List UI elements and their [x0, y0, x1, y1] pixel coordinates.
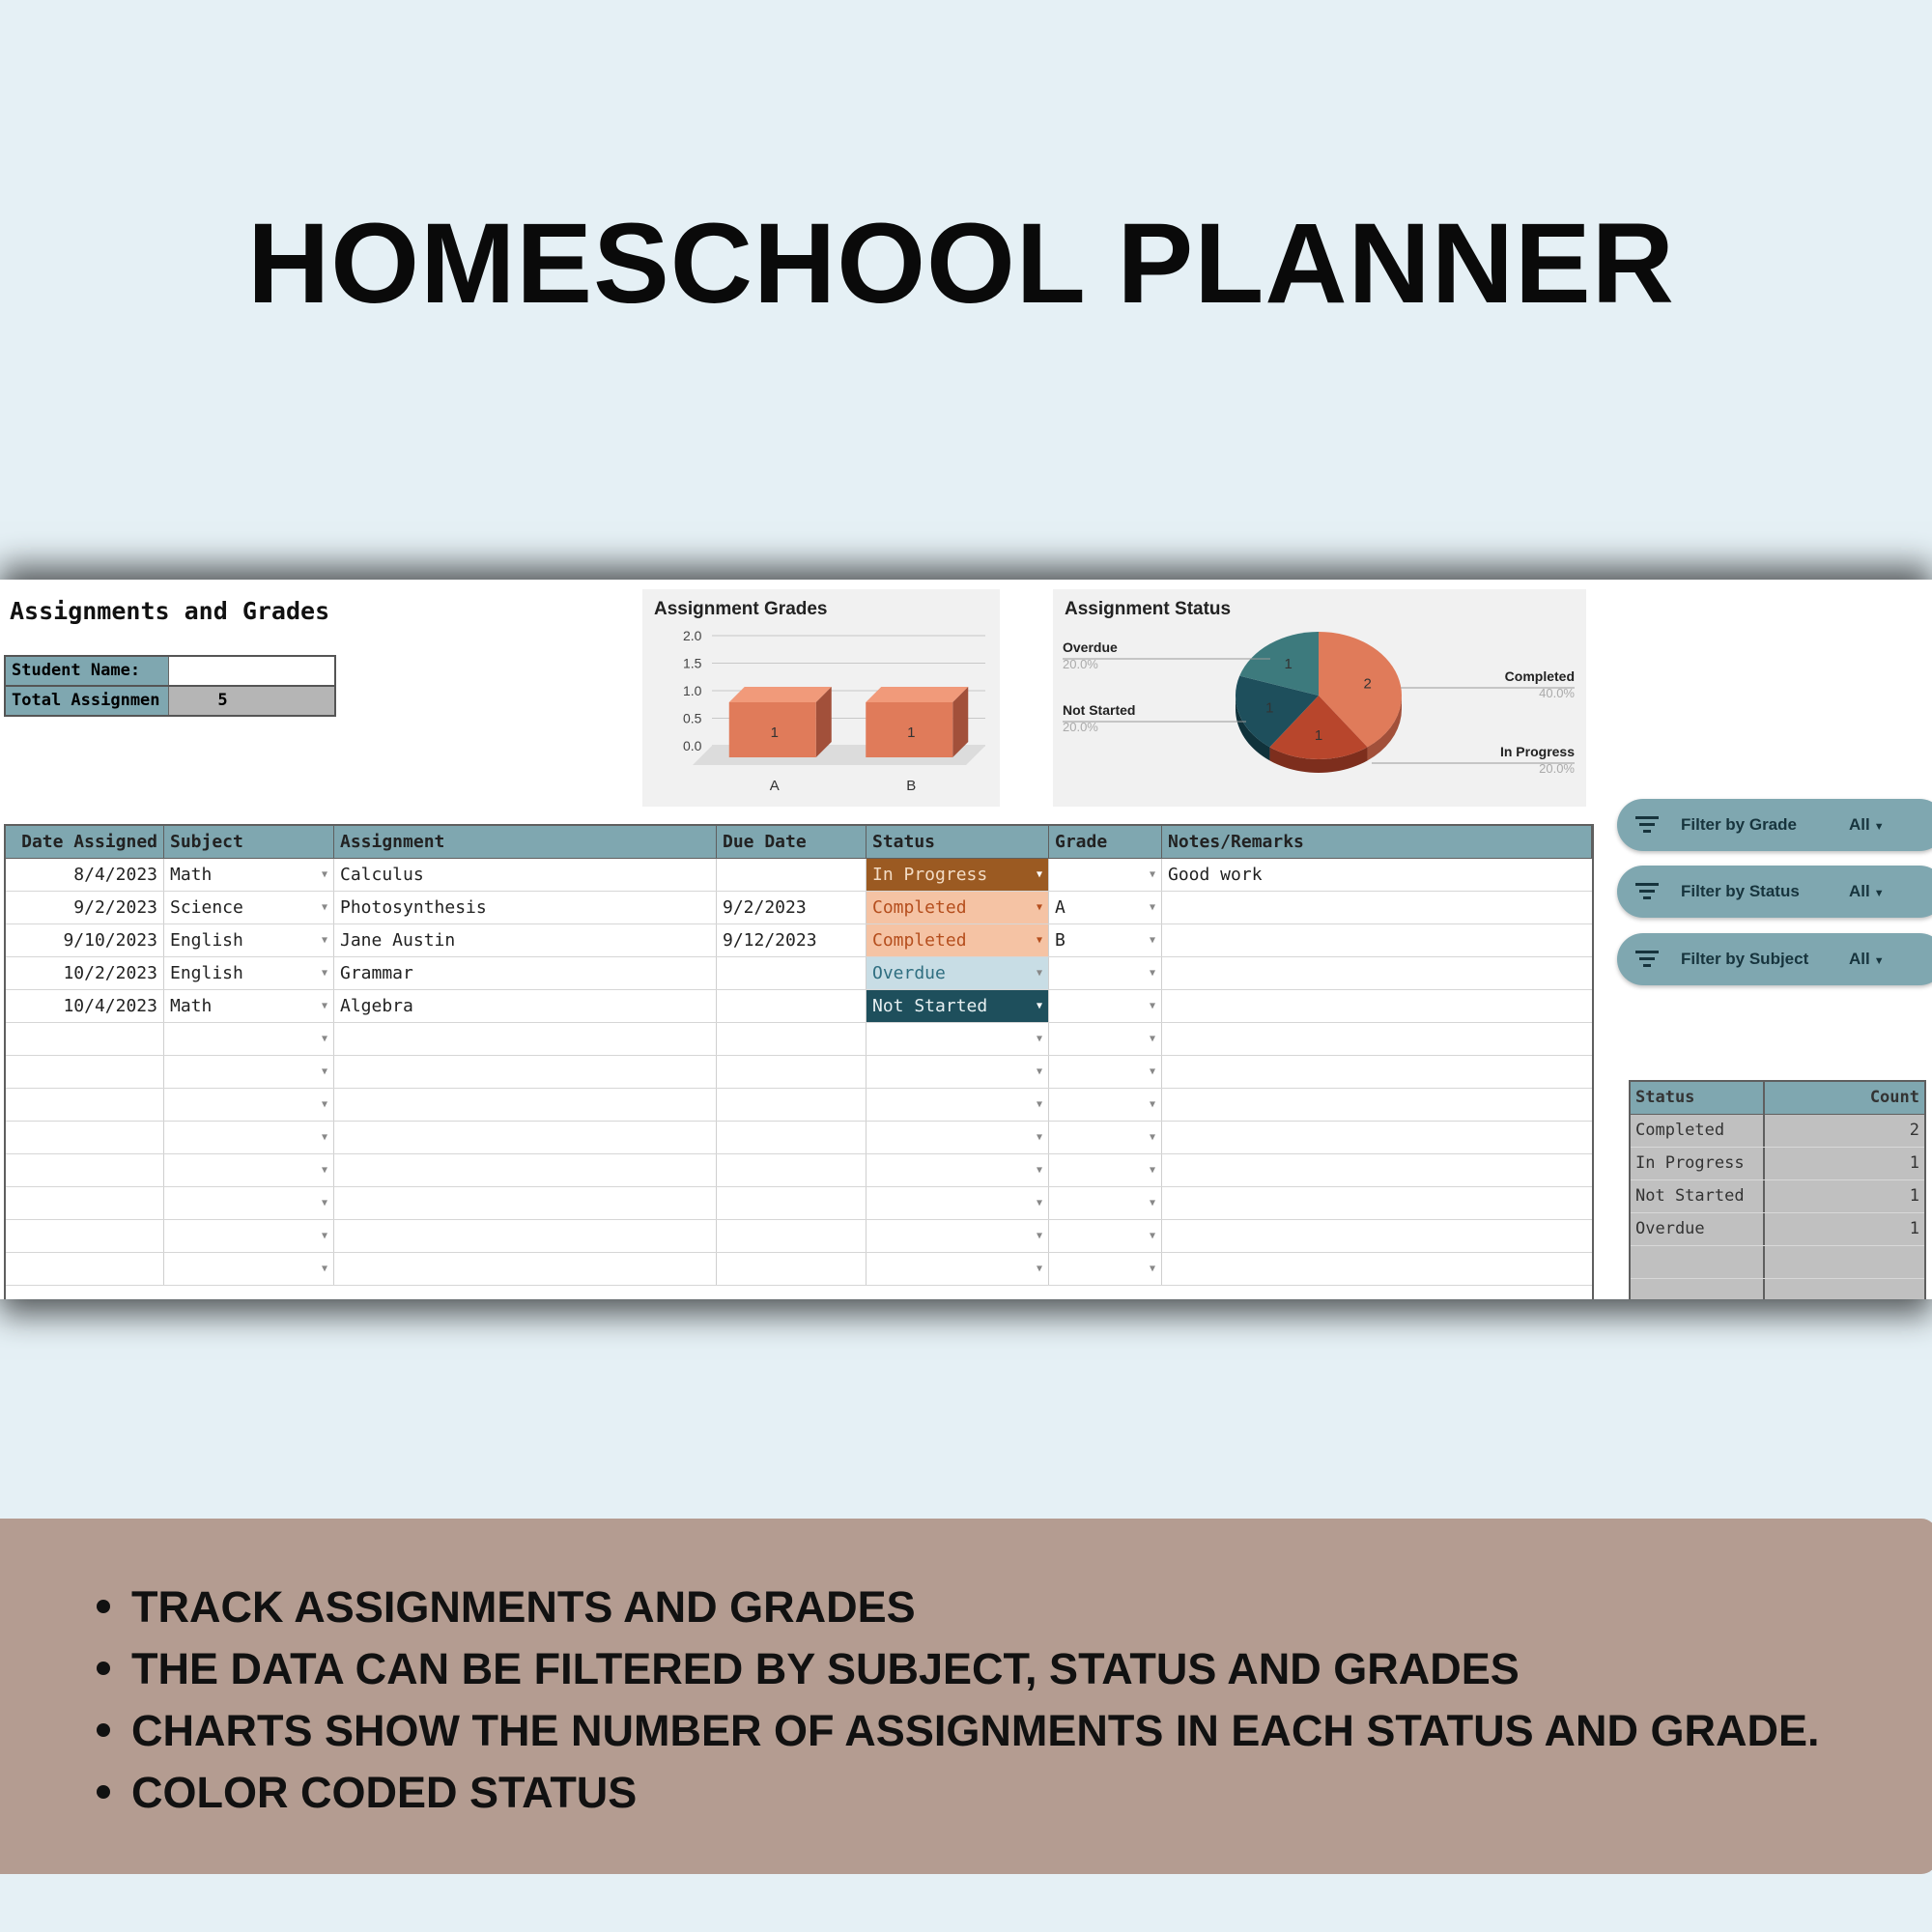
- dropdown-arrow-icon[interactable]: ▼: [1149, 1198, 1155, 1208]
- bar-data-label: 1: [907, 724, 916, 741]
- cell-date-assigned[interactable]: [6, 892, 164, 923]
- subject-value: English: [170, 963, 243, 983]
- pie-legend-label: In Progress: [1499, 744, 1575, 759]
- status-value: Not Started: [872, 996, 988, 1016]
- count-row: [1631, 1213, 1924, 1246]
- page-title: HOMESCHOOL PLANNER: [247, 200, 1675, 327]
- pie-data-label: 2: [1363, 675, 1372, 693]
- status-value: In Progress: [872, 865, 988, 885]
- cell-due-date[interactable]: [717, 990, 867, 1022]
- dropdown-arrow-icon[interactable]: ▼: [1149, 968, 1155, 979]
- student-name-label: Student Name:: [6, 657, 169, 685]
- count-status: Not Started: [1631, 1180, 1765, 1212]
- cell-assignment[interactable]: [334, 859, 717, 891]
- cell-status[interactable]: [867, 892, 1049, 923]
- header-assignment: Assignment: [334, 826, 717, 858]
- filter-label: Filter by Subject: [1681, 950, 1809, 968]
- cell-subject[interactable]: [164, 1023, 334, 1055]
- date-assigned-value: 9/2/2023: [73, 897, 157, 918]
- cell-status[interactable]: [867, 859, 1049, 891]
- dropdown-arrow-icon[interactable]: ▼: [1149, 869, 1155, 880]
- date-assigned-value: 8/4/2023: [73, 865, 157, 885]
- cell-assignment[interactable]: [334, 1253, 717, 1285]
- cell-assignment[interactable]: [334, 990, 717, 1022]
- cell-due-date[interactable]: [717, 859, 867, 891]
- cell-status[interactable]: [867, 1122, 1049, 1153]
- dropdown-arrow-icon[interactable]: ▼: [321, 902, 327, 913]
- status-count-table: [1629, 1080, 1926, 1299]
- cell-notes[interactable]: [1162, 1122, 1592, 1153]
- cell-status[interactable]: [867, 1089, 1049, 1121]
- status-pie-chart-svg: [1053, 589, 1586, 807]
- cell-subject[interactable]: [164, 859, 334, 891]
- total-assignments-label: Total Assignmen: [6, 687, 169, 715]
- count-value: [1765, 1279, 1924, 1299]
- features-banner: [0, 1519, 1932, 1874]
- cell-date-assigned[interactable]: [6, 1154, 164, 1186]
- cell-date-assigned[interactable]: [6, 990, 164, 1022]
- dropdown-arrow-icon[interactable]: ▼: [1036, 1066, 1042, 1077]
- grades-bar-chart-svg: [642, 589, 1000, 807]
- table-row: [6, 1187, 1592, 1220]
- cell-notes[interactable]: [1162, 892, 1592, 923]
- count-value: 1: [1909, 1153, 1919, 1173]
- status-value: Completed: [872, 897, 967, 918]
- subject-value: Math: [170, 865, 213, 885]
- table-row: [6, 1220, 1592, 1253]
- table-row: [6, 1023, 1592, 1056]
- pie-legend-percent: 20.0%: [1063, 657, 1098, 671]
- total-assignments-value: 5: [169, 687, 334, 715]
- caret-down-icon: ▼: [1873, 821, 1885, 833]
- subject-value: Science: [170, 897, 243, 918]
- cell-assignment[interactable]: [334, 1023, 717, 1055]
- cell-date-assigned[interactable]: [6, 957, 164, 989]
- grade-value: B: [1055, 930, 1065, 951]
- caret-down-icon: ▼: [1873, 888, 1885, 899]
- y-tick-label: 1.5: [683, 655, 702, 671]
- filter-value-text: All: [1849, 882, 1870, 900]
- cell-grade[interactable]: [1049, 990, 1162, 1022]
- dropdown-arrow-icon[interactable]: ▼: [1149, 935, 1155, 946]
- table-row: [6, 1253, 1592, 1286]
- x-tick-label: A: [769, 778, 780, 794]
- cell-due-date[interactable]: [717, 1220, 867, 1252]
- header-grade: Grade: [1049, 826, 1162, 858]
- cell-status[interactable]: [867, 1253, 1049, 1285]
- header-date-assigned: Date Assigned: [6, 826, 164, 858]
- dropdown-arrow-icon[interactable]: ▼: [1149, 902, 1155, 913]
- x-tick-label: B: [906, 778, 917, 794]
- count-value: 1: [1909, 1186, 1919, 1206]
- dropdown-arrow-icon[interactable]: ▼: [321, 1034, 327, 1044]
- filter-value[interactable]: [1849, 882, 1885, 901]
- cell-due-date[interactable]: [717, 1122, 867, 1153]
- dropdown-arrow-icon[interactable]: ▼: [321, 1264, 327, 1274]
- cell-notes[interactable]: [1162, 1023, 1592, 1055]
- pie-legend-label: Completed: [1504, 668, 1575, 684]
- count-header-count: Count: [1869, 1088, 1919, 1107]
- cell-grade[interactable]: [1049, 1023, 1162, 1055]
- cell-notes[interactable]: [1162, 924, 1592, 956]
- filter-button-status[interactable]: [1617, 866, 1932, 918]
- cell-grade[interactable]: [1049, 1089, 1162, 1121]
- count-row: [1631, 1115, 1924, 1148]
- y-tick-label: 0.0: [683, 738, 702, 753]
- table-row: [6, 957, 1592, 990]
- bar-top: [729, 687, 832, 702]
- pie-legend-percent: 20.0%: [1063, 720, 1098, 734]
- table-row: [6, 859, 1592, 892]
- y-tick-label: 1.0: [683, 683, 702, 698]
- cell-grade[interactable]: [1049, 1253, 1162, 1285]
- grade-value: A: [1055, 897, 1065, 918]
- table-row: [6, 924, 1592, 957]
- dropdown-arrow-icon[interactable]: ▼: [1149, 1066, 1155, 1077]
- status-value: Overdue: [872, 963, 946, 983]
- date-assigned-value: 10/4/2023: [63, 996, 157, 1016]
- dropdown-arrow-icon[interactable]: ▼: [1149, 1231, 1155, 1241]
- pie-data-label: 1: [1314, 726, 1323, 744]
- count-row: [1631, 1246, 1924, 1279]
- assignment-value: Jane Austin: [340, 930, 456, 951]
- cell-grade[interactable]: [1049, 957, 1162, 989]
- filter-label: Filter by Grade: [1681, 815, 1797, 834]
- dropdown-arrow-icon[interactable]: ▼: [321, 968, 327, 979]
- table-row: [6, 1122, 1592, 1154]
- cell-date-assigned[interactable]: [6, 1056, 164, 1088]
- filter-icon: [1634, 811, 1660, 837]
- dropdown-arrow-icon[interactable]: ▼: [321, 1165, 327, 1176]
- summary-box: [4, 655, 336, 717]
- cell-status[interactable]: [867, 1187, 1049, 1219]
- cell-due-date[interactable]: [717, 1154, 867, 1186]
- table-row: [6, 1056, 1592, 1089]
- cell-date-assigned[interactable]: [6, 1122, 164, 1153]
- cell-subject[interactable]: [164, 1187, 334, 1219]
- feature-item: CHARTS SHOW THE NUMBER OF ASSIGNMENTS IN EACH STATUS AND GRADE.: [97, 1700, 1820, 1762]
- pie-legend-percent: 20.0%: [1539, 761, 1575, 776]
- filter-icon: [1634, 946, 1660, 971]
- cell-assignment[interactable]: [334, 1187, 717, 1219]
- pie-legend-percent: 40.0%: [1539, 686, 1575, 700]
- spreadsheet-panel: [0, 580, 1932, 1299]
- y-tick-label: 2.0: [683, 628, 702, 643]
- dropdown-arrow-icon[interactable]: ▼: [1036, 968, 1042, 979]
- cell-notes[interactable]: [1162, 990, 1592, 1022]
- dropdown-arrow-icon[interactable]: ▼: [1149, 1132, 1155, 1143]
- dropdown-arrow-icon[interactable]: ▼: [321, 935, 327, 946]
- cell-due-date[interactable]: [717, 1056, 867, 1088]
- dropdown-arrow-icon[interactable]: ▼: [321, 1066, 327, 1077]
- cell-due-date[interactable]: [717, 1253, 867, 1285]
- cell-notes[interactable]: [1162, 1187, 1592, 1219]
- table-header-row: [6, 826, 1592, 859]
- cell-assignment[interactable]: [334, 1056, 717, 1088]
- cell-due-date[interactable]: [717, 1187, 867, 1219]
- cell-subject[interactable]: [164, 1220, 334, 1252]
- status-value: Completed: [872, 930, 967, 951]
- cell-status[interactable]: [867, 1056, 1049, 1088]
- cell-status[interactable]: [867, 1154, 1049, 1186]
- dropdown-arrow-icon[interactable]: ▼: [1149, 1001, 1155, 1011]
- dropdown-arrow-icon[interactable]: ▼: [1036, 902, 1042, 913]
- notes-value: Good work: [1168, 865, 1263, 885]
- cell-notes[interactable]: [1162, 859, 1592, 891]
- cell-subject[interactable]: [164, 892, 334, 923]
- grades-chart-title: Assignment Grades: [654, 599, 828, 619]
- dropdown-arrow-icon[interactable]: ▼: [1036, 935, 1042, 946]
- header-notes: Notes/Remarks: [1162, 826, 1592, 858]
- student-name-input[interactable]: [169, 657, 334, 685]
- count-value: 2: [1909, 1121, 1919, 1140]
- cell-date-assigned[interactable]: [6, 859, 164, 891]
- dropdown-arrow-icon[interactable]: ▼: [1149, 1099, 1155, 1110]
- feature-list: [97, 1577, 1820, 1824]
- cell-grade[interactable]: [1049, 1122, 1162, 1153]
- table-row: [6, 990, 1592, 1023]
- table-row: [6, 1089, 1592, 1122]
- cell-assignment[interactable]: [334, 892, 717, 923]
- assignment-value: Grammar: [340, 963, 413, 983]
- cell-grade[interactable]: [1049, 1056, 1162, 1088]
- cell-assignment[interactable]: [334, 1122, 717, 1153]
- sheet-title: Assignments and Grades: [10, 597, 330, 625]
- count-value: [1765, 1246, 1924, 1278]
- dropdown-arrow-icon[interactable]: ▼: [321, 1132, 327, 1143]
- pie-data-label: 1: [1265, 699, 1274, 717]
- dropdown-arrow-icon[interactable]: ▼: [321, 1099, 327, 1110]
- subject-value: Math: [170, 996, 213, 1016]
- count-status: Overdue: [1631, 1213, 1765, 1245]
- cell-notes[interactable]: [1162, 1056, 1592, 1088]
- cell-notes[interactable]: [1162, 1089, 1592, 1121]
- cell-date-assigned[interactable]: [6, 1220, 164, 1252]
- cell-grade[interactable]: [1049, 1220, 1162, 1252]
- cell-status[interactable]: [867, 990, 1049, 1022]
- cell-subject[interactable]: [164, 1089, 334, 1121]
- cell-assignment[interactable]: [334, 1089, 717, 1121]
- cell-subject[interactable]: [164, 957, 334, 989]
- pie-legend-label: Not Started: [1063, 702, 1136, 718]
- header-subject: Subject: [164, 826, 334, 858]
- due-date-value: 9/2/2023: [723, 897, 807, 918]
- cell-assignment[interactable]: [334, 924, 717, 956]
- header-due-date: Due Date: [717, 826, 867, 858]
- cell-assignment[interactable]: [334, 1154, 717, 1186]
- cell-subject[interactable]: [164, 990, 334, 1022]
- cell-subject[interactable]: [164, 924, 334, 956]
- cell-subject[interactable]: [164, 1056, 334, 1088]
- filter-button-grade[interactable]: [1617, 799, 1932, 851]
- dropdown-arrow-icon[interactable]: ▼: [1036, 1034, 1042, 1044]
- cell-assignment[interactable]: [334, 957, 717, 989]
- assignment-value: Algebra: [340, 996, 413, 1016]
- feature-item: TRACK ASSIGNMENTS AND GRADES: [97, 1577, 1820, 1638]
- count-status: Completed: [1631, 1115, 1765, 1147]
- count-header-status: Status: [1631, 1082, 1765, 1114]
- count-row: [1631, 1279, 1924, 1299]
- feature-item: THE DATA CAN BE FILTERED BY SUBJECT, STATUS AND GRADES: [97, 1638, 1820, 1700]
- cell-date-assigned[interactable]: [6, 1089, 164, 1121]
- cell-subject[interactable]: [164, 1253, 334, 1285]
- date-assigned-value: 10/2/2023: [63, 963, 157, 983]
- caret-down-icon: ▼: [1873, 955, 1885, 967]
- cell-due-date[interactable]: [717, 1023, 867, 1055]
- count-row: [1631, 1148, 1924, 1180]
- filter-button-subject[interactable]: [1617, 933, 1932, 985]
- dropdown-arrow-icon[interactable]: ▼: [321, 869, 327, 880]
- pie-data-label: 1: [1284, 655, 1293, 672]
- dropdown-arrow-icon[interactable]: ▼: [1149, 1034, 1155, 1044]
- cell-subject[interactable]: [164, 1154, 334, 1186]
- assignment-status-chart[interactable]: [1053, 589, 1586, 807]
- cell-date-assigned[interactable]: [6, 1187, 164, 1219]
- cell-subject[interactable]: [164, 1122, 334, 1153]
- feature-item: COLOR CODED STATUS: [97, 1762, 1820, 1824]
- count-value: 1: [1909, 1219, 1919, 1238]
- cell-grade[interactable]: [1049, 924, 1162, 956]
- dropdown-arrow-icon[interactable]: ▼: [321, 1001, 327, 1011]
- cell-grade[interactable]: [1049, 1187, 1162, 1219]
- dropdown-arrow-icon[interactable]: ▼: [1036, 869, 1042, 880]
- cell-date-assigned[interactable]: [6, 1253, 164, 1285]
- count-status: In Progress: [1631, 1148, 1765, 1179]
- filter-value-text: All: [1849, 950, 1870, 968]
- dropdown-arrow-icon[interactable]: ▼: [1036, 1264, 1042, 1274]
- dropdown-arrow-icon[interactable]: ▼: [1036, 1099, 1042, 1110]
- cell-notes[interactable]: [1162, 957, 1592, 989]
- filter-value-text: All: [1849, 815, 1870, 834]
- cell-grade[interactable]: [1049, 892, 1162, 923]
- cell-status[interactable]: [867, 924, 1049, 956]
- cell-notes[interactable]: [1162, 1253, 1592, 1285]
- cell-due-date[interactable]: [717, 892, 867, 923]
- dropdown-arrow-icon[interactable]: ▼: [1149, 1165, 1155, 1176]
- cell-notes[interactable]: [1162, 1220, 1592, 1252]
- count-row: [1631, 1180, 1924, 1213]
- status-chart-title: Assignment Status: [1065, 599, 1232, 619]
- cell-due-date[interactable]: [717, 957, 867, 989]
- y-tick-label: 0.5: [683, 710, 702, 726]
- count-status: [1631, 1246, 1765, 1278]
- due-date-value: 9/12/2023: [723, 930, 817, 951]
- cell-status[interactable]: [867, 1023, 1049, 1055]
- cell-status[interactable]: [867, 957, 1049, 989]
- filter-label: Filter by Status: [1681, 882, 1800, 900]
- cell-status[interactable]: [867, 1220, 1049, 1252]
- pie-legend-label: Overdue: [1063, 639, 1118, 655]
- cell-due-date[interactable]: [717, 1089, 867, 1121]
- assignment-grades-chart[interactable]: [642, 589, 1000, 807]
- cell-grade[interactable]: [1049, 859, 1162, 891]
- cell-due-date[interactable]: [717, 924, 867, 956]
- count-table-header: [1631, 1082, 1924, 1115]
- dropdown-arrow-icon[interactable]: ▼: [1036, 1231, 1042, 1241]
- dropdown-arrow-icon[interactable]: ▼: [1149, 1264, 1155, 1274]
- filter-value[interactable]: [1849, 950, 1885, 969]
- cell-notes[interactable]: [1162, 1154, 1592, 1186]
- dropdown-arrow-icon[interactable]: ▼: [321, 1198, 327, 1208]
- dropdown-arrow-icon[interactable]: ▼: [1036, 1198, 1042, 1208]
- assignment-value: Photosynthesis: [340, 897, 487, 918]
- filter-value[interactable]: [1849, 815, 1885, 835]
- assignments-table: [4, 824, 1594, 1299]
- date-assigned-value: 9/10/2023: [63, 930, 157, 951]
- header-status: Status: [867, 826, 1049, 858]
- cell-date-assigned[interactable]: [6, 1023, 164, 1055]
- dropdown-arrow-icon[interactable]: ▼: [1036, 1001, 1042, 1011]
- subject-value: English: [170, 930, 243, 951]
- table-row: [6, 1154, 1592, 1187]
- bar-top: [866, 687, 968, 702]
- count-status: [1631, 1279, 1765, 1299]
- dropdown-arrow-icon[interactable]: ▼: [321, 1231, 327, 1241]
- table-row: [6, 892, 1592, 924]
- dropdown-arrow-icon[interactable]: ▼: [1036, 1132, 1042, 1143]
- bar-data-label: 1: [770, 724, 779, 741]
- dropdown-arrow-icon[interactable]: ▼: [1036, 1165, 1042, 1176]
- assignment-value: Calculus: [340, 865, 424, 885]
- cell-date-assigned[interactable]: [6, 924, 164, 956]
- cell-assignment[interactable]: [334, 1220, 717, 1252]
- filter-icon: [1634, 878, 1660, 903]
- cell-grade[interactable]: [1049, 1154, 1162, 1186]
